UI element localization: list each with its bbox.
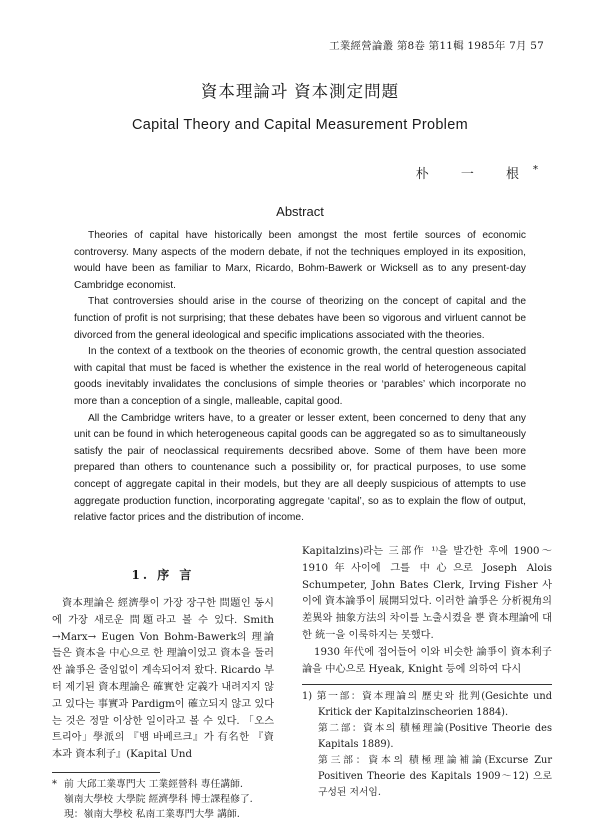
abstract-heading: Abstract — [276, 204, 324, 219]
right-column — [302, 544, 552, 801]
abstract-body — [74, 228, 526, 527]
title-english: Capital Theory and Capital Measurement Problem — [132, 117, 468, 133]
affiliation-line: 現：嶺南大學校 私南工業專門大學 講師. — [64, 808, 240, 820]
affiliation-divider — [52, 772, 160, 773]
footnote-line: 第二部：資本의 積極理論(Positive Theorie des Kapitals 1889). — [318, 723, 552, 751]
left-column — [52, 566, 274, 822]
author-footnote-mark: * — [533, 164, 538, 176]
intro-paragraph: 資本理論은 經濟學이 가장 장구한 問題인 동시에 가장 새로운 問題라고 볼 수 있다. Smith →Marx→ Eugen Von Bohm-Bawerk의 理論들은 資本을 中心으로 한 理論이었고 資本을 둘러싼 論爭은 줄임없이 계속되어져 왔다. Ricardo 부터 제기된 資本理論은 確實한 定義가 내려지지 않고 있다는 事實과 Pardigm이 確立되지 않고 있다는 것은 정말 이상한 일이라고 볼 수 있다. 「오스트리아」學派의 『뱀 바베르크』가 有名한 『資本과 資本利子』(Kapital Und — [52, 598, 274, 761]
abstract-paragraph: Theories of capital have historically been amongst the most fertile sources of economic controversy. Many aspects of the modern debate, if not the techniques employed in its exposition, would have been as familiar to Marx, Ricardo, Bohm-Bawerk or Wicksell as to any present-day Cambridge economist. — [74, 230, 526, 291]
abstract-paragraph: All the Cambridge writers have, to a greater or lesser extent, been concerned to deny that any unit can be found in which heterogeneous capital goods can be aggregated so as to simultaneously satisfy the pair of neoclassical requirements decsribed above. Some of them have been more prepared than others to countenance such a possibility or, for practical purposes, to use some concept of aggregate capital in their models, but they are all deeply suspicious of attempts to use aggregate production function, incorporating aggregate ‘capital’, so as to explain the flow of output, relative factor prices and the distribution of income. — [74, 412, 526, 524]
running-head: 工業經營論叢 第8卷 第11輯 1985年 7月 57 — [329, 40, 544, 52]
footnote-line: 第一部：資本理論의 歷史와 批判(Gesichte und Kritick der Kapitalzinscheorien 1884). — [316, 691, 552, 719]
affiliation-line: 嶺南大學校 大學院 經濟學科 博士課程修了. — [64, 793, 253, 805]
abstract-paragraph: That controversies should arise in the course of theorizing on the concept of capital and the function of profit is not surprising; that these debates have been so vigorous and virluent cannot be divorced from the general ideological and specific implications associated with the theories. — [74, 296, 526, 341]
footnote-entry — [302, 689, 552, 721]
intro-paragraph-continued: Kapitalzins)라는 三部作 ¹⁾을 발간한 후에 1900～1910年사이에 그를 中心으로 Joseph Alois Schumpeter, John Bates Clerk, Irving Fisher 사이에 資本論爭이 展開되었다. 이러한 論爭은 分析視角의 差異와 抽象方法의 차이를 노출시켰을 뿐 資本理論에 대한 統一을 이룩하지는 못했다. — [302, 546, 552, 641]
author-name: 朴 一 根 — [415, 167, 533, 182]
abstract-paragraph: In the context of a textbook on the theories of economic growth, the central question associated with capital that must be faced is whether the existence in the real world of heterogeneous capital goods inevitably invalidates the conclusions of simple theories or ‘parables’ which incorporate no more than a conception of a single, malleable, capital good. — [74, 346, 526, 407]
intro-paragraph: 1930 年代에 접어들어 이와 비슷한 論爭이 資本利子論을 中心으로 Hyeak, Knight 등에 의하여 다시 — [302, 646, 552, 675]
footnote — [302, 689, 552, 801]
footnote-line: 第三部：資本의 積極理論補論(Excurse Zur Positiven Theorie des Kapitals 1909～12) 으로 구성된 저서임. — [318, 755, 552, 799]
footnote-marker: 1) — [302, 691, 313, 703]
affiliation-line: 前 大邱工業專門大 工業經營科 專任講師. — [64, 778, 244, 790]
section-heading: 1. 序 言 — [131, 568, 195, 582]
author-affiliation — [52, 777, 274, 822]
footnote-divider — [302, 684, 552, 685]
author-line — [416, 163, 538, 182]
title-korean: 資本理論과 資本測定問題 — [200, 82, 400, 101]
affiliation-marker: * — [52, 778, 57, 790]
